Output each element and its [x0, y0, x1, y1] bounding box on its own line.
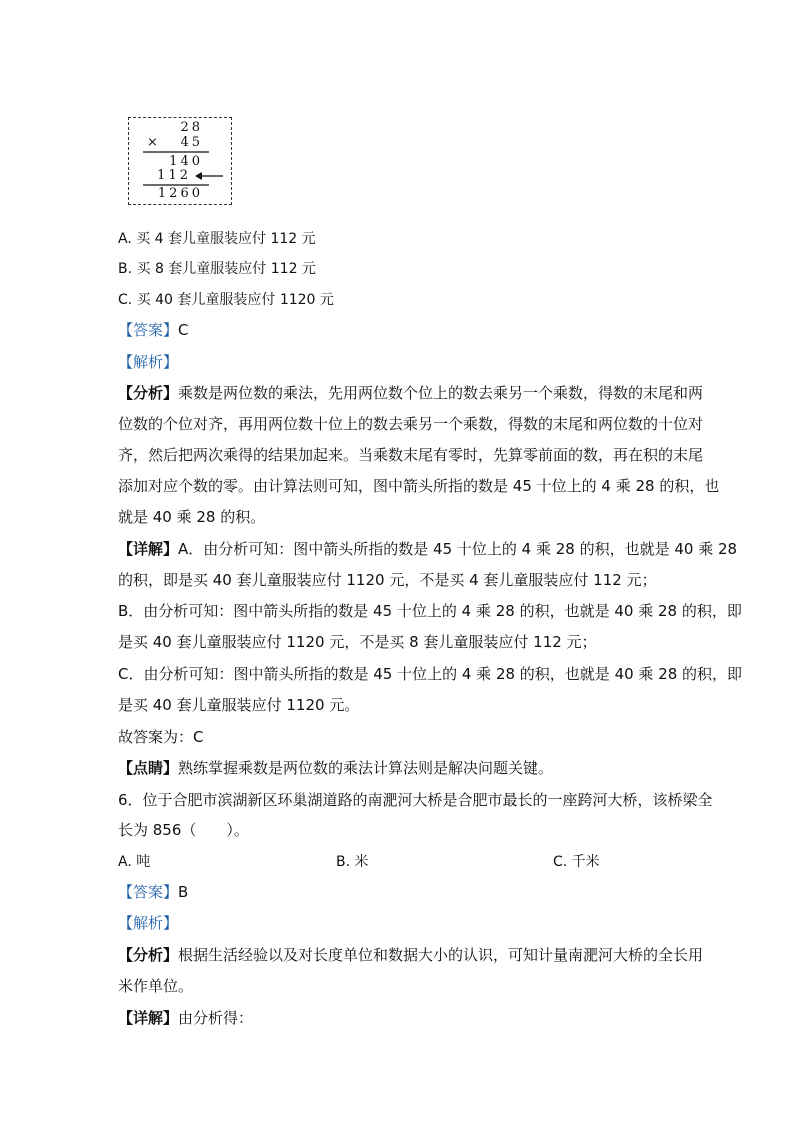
xiangjie-text: A．由分析可知：图中箭头所指的数是 45 十位上的 4 乘 28 的积，也就是 40 乘 28 [178, 540, 738, 558]
q6-option-c: C. 千米 [553, 854, 600, 870]
xiangjie-text: 由分析得： [178, 1009, 254, 1027]
q5-fenxi-line-4: 添加对应个数的零。由计算法则可知，图中箭头所指的数是 45 十位上的 4 乘 28 的积，也 [118, 477, 720, 495]
q5-dianjing [118, 758, 553, 778]
multiplier: 45 [180, 135, 203, 150]
final-product: 1260 [157, 186, 203, 201]
calc-lines [129, 118, 233, 206]
partial-product-1: 140 [169, 154, 203, 169]
multiplicand: 28 [180, 120, 203, 135]
q6-jiexi-tag: 【解析】 [118, 914, 179, 932]
xiangjie-tag: 【详解】 [118, 1009, 179, 1027]
dianjing-text: 熟练掌握乘数是两位数的乘法计算法则是解决问题关键。 [178, 759, 554, 777]
answer-tag: 【答案】 [118, 321, 179, 339]
q5-option-a: A. 买 4 套儿童服装应付 112 元 [118, 231, 316, 247]
q5-xiangjie-line-6: 是买 40 套儿童服装应付 1120 元。 [118, 696, 360, 714]
q5-xiangjie-line-3: B．由分析可知：图中箭头所指的数是 45 十位上的 4 乘 28 的积，也就是 40 乘 28 的积，即 [118, 602, 742, 620]
q5-conclusion: 故答案为：C [118, 728, 204, 746]
q6-xiangjie [118, 1008, 253, 1028]
arrow-left-icon [195, 172, 223, 180]
q5-fenxi-line-5: 就是 40 乘 28 的积。 [118, 508, 266, 526]
q5-xiangjie-line-1 [118, 539, 737, 559]
q5-xiangjie-line-4: 是买 40 套儿童服装应付 1120 元，不是买 8 套儿童服装应付 112 元； [118, 633, 597, 651]
q6-fenxi-line-1 [118, 945, 703, 965]
partial-product-2: 112 [157, 168, 191, 183]
fenxi-tag: 【分析】 [118, 946, 179, 964]
answer-value: B [178, 883, 189, 901]
q5-option-b: B. 买 8 套儿童服装应付 112 元 [118, 261, 316, 277]
q6-fenxi-line-2: 米作单位。 [118, 977, 194, 995]
q6-stem-line-1: 6．位于合肥市滨湖新区环巢湖道路的南淝河大桥是合肥市最长的一座跨河大桥，该桥梁全 [118, 791, 713, 809]
fenxi-tag: 【分析】 [118, 384, 179, 402]
q5-fenxi-line-2: 位数的个位对齐，再用两位数十位上的数去乘另一个乘数，得数的末尾和两位数的十位对 [118, 415, 704, 433]
q6-answer [118, 882, 188, 902]
q5-jiexi-tag: 【解析】 [118, 353, 179, 371]
xiangjie-tag: 【详解】 [118, 540, 179, 558]
fenxi-text: 根据生活经验以及对长度单位和数据大小的认识，可知计量南淝河大桥的全长用 [178, 946, 704, 964]
q5-answer [118, 320, 189, 340]
answer-value: C [178, 321, 189, 339]
answer-tag: 【答案】 [118, 883, 179, 901]
fenxi-text: 乘数是两位数的乘法，先用两位数个位上的数去乘另一个乘数，得数的末尾和两 [178, 384, 704, 402]
q5-option-c: C. 买 40 套儿童服装应付 1120 元 [118, 292, 334, 308]
q6-option-b: B. 米 [336, 854, 369, 870]
times-sign: × [147, 135, 161, 150]
q5-xiangjie-line-2: 的积，即是买 40 套儿童服装应付 1120 元，不是买 4 套儿童服装应付 112 元； [118, 571, 657, 589]
q5-xiangjie-line-5: C．由分析可知：图中箭头所指的数是 45 十位上的 4 乘 28 的积，也就是 40 乘 28 的积，即 [118, 665, 743, 683]
q6-option-a: A. 吨 [118, 854, 151, 870]
dianjing-tag: 【点睛】 [118, 759, 179, 777]
q5-fenxi-line-3: 齐，然后把两次乘得的结果加起来。当乘数末尾有零时，先算零前面的数，再在积的末尾 [118, 446, 704, 464]
multiplication-figure [128, 117, 232, 205]
q6-stem-line-2: 长为 856（ ）。 [118, 821, 249, 839]
q5-fenxi-line-1 [118, 383, 703, 403]
